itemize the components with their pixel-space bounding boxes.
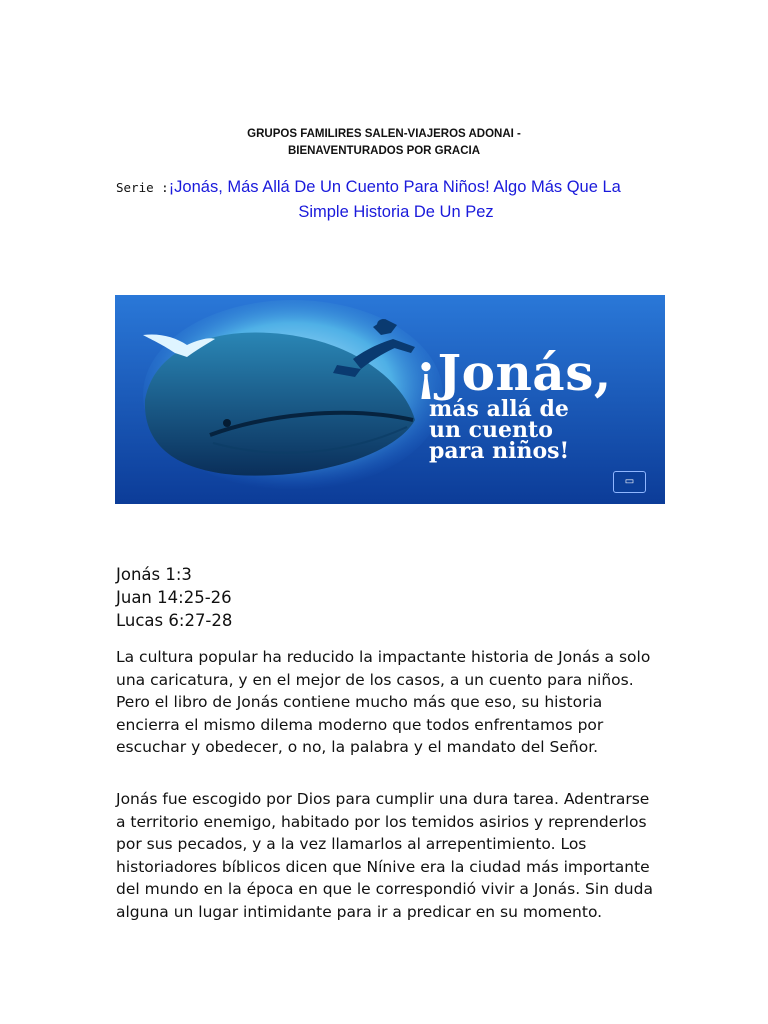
reference-item: Lucas 6:27-28 (116, 611, 233, 630)
header-line-1: GRUPOS FAMILIRES SALEN-VIAJEROS ADONAI - (247, 128, 521, 140)
bible-references (116, 563, 232, 632)
jonas-banner-image (115, 295, 665, 504)
document-header (0, 126, 768, 160)
banner-title-line-3: un cuento (429, 417, 553, 443)
series-title-line-1: ¡Jonás, Más Allá De Un Cuento Para Niños! Algo Más Que La (168, 178, 621, 196)
banner-title-line-2: más allá de (429, 396, 569, 422)
banner-title (415, 343, 612, 464)
reference-item: Juan 14:25-26 (116, 588, 232, 607)
paragraph-intro: La cultura popular ha reducido la impactante historia de Jonás a solo una caricatura, y en el mejor de los casos, a un cuento para niños. Pero el libro de Jonás contiene mucho más que eso, su historia encierra el mismo dilema moderno que todos enfrentamos por escuchar y obedecer, o no, la palabra y el mandato del Señor. (116, 648, 651, 757)
banner-title-line-4: para niños! (429, 438, 570, 464)
header-line-2: BIENAVENTURADOS POR GRACIA (287, 145, 481, 157)
reference-item: Jonás 1:3 (116, 565, 192, 584)
series-label: Serie : (116, 180, 169, 195)
banner-title-big: ¡Jonás, (415, 343, 612, 402)
series-title (116, 175, 676, 224)
broadcaster-logo-icon: ▭ (613, 471, 646, 493)
series-title-line-2: Simple Historia De Un Pez (298, 203, 494, 221)
paragraph-nineveh: Jonás fue escogido por Dios para cumplir una dura tarea. Adentrarse a territorio enemigo, habitado por los temidos asirios y reprenderlos por sus pecados, y a la vez llamarlos al arrepentimiento. Los historiadores bíblicos dicen que Nínive era la ciudad más importante del mundo en la época en que le correspondió vivir a Jonás. Sin duda alguna un lugar intimidante para ir a predicar en su momento. (116, 790, 653, 921)
